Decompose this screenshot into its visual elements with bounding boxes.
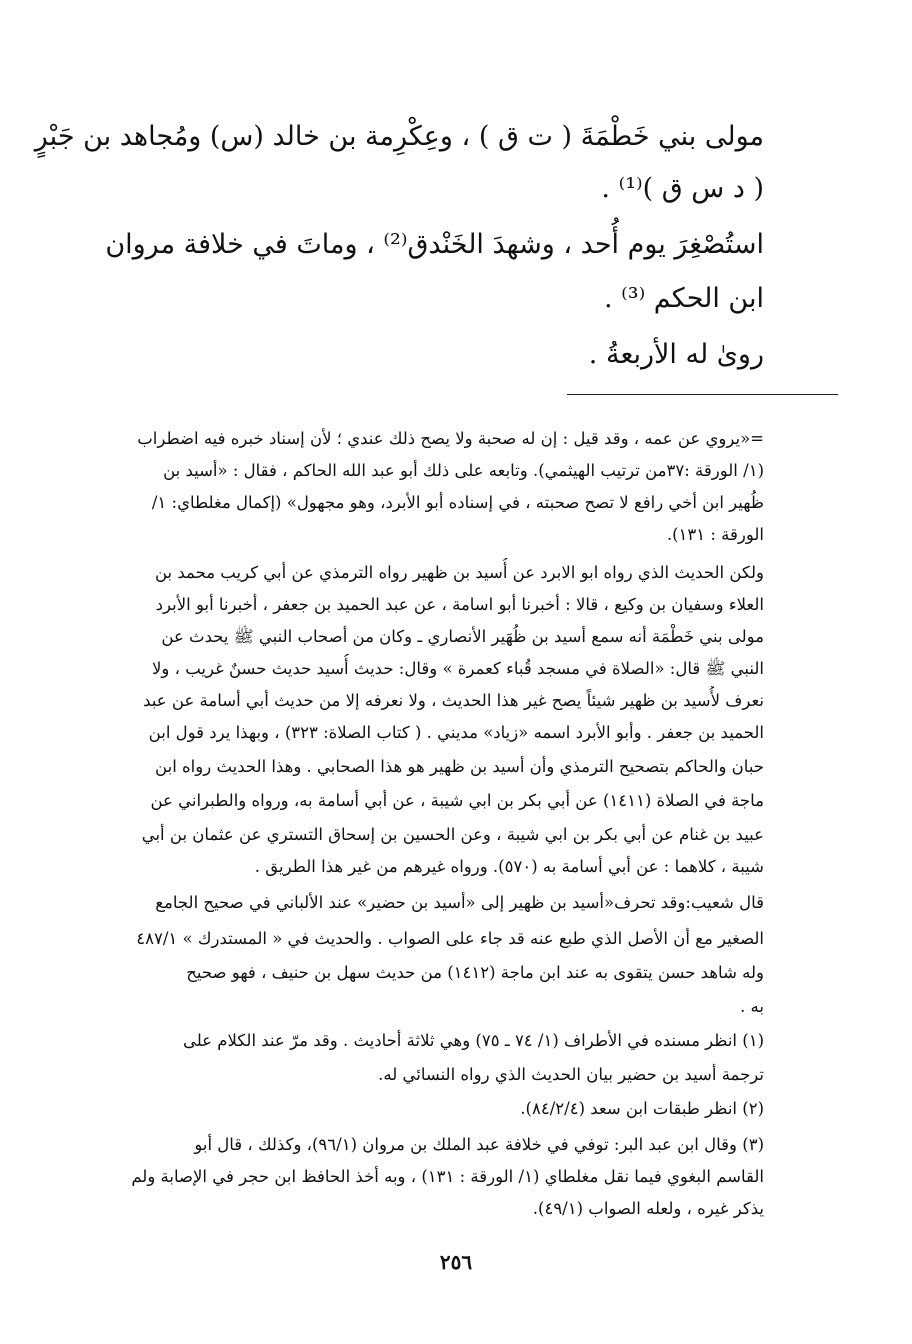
footnote-line: يذكر غيره ، ولعله الصواب (٤٩/١). bbox=[532, 1199, 764, 1218]
footnote-line: (١/ الورقة :٣٧من ترتيب الهيثمي). وتابعه على ذلك أبو عبد الله الحاكم ، فقال : «أسيد بن bbox=[163, 461, 764, 480]
main-line: ابن الحكم ⁽³⁾ . bbox=[603, 283, 764, 314]
footnote-separator bbox=[567, 394, 838, 395]
page-number: ٢٥٦ bbox=[439, 1250, 473, 1274]
footnote-line: مولى بني خَطْمَة أنه سمع أسيد بن ظُهَير الأنصاري ـ وكان من أصحاب النبي ﷺ يحدث عن bbox=[161, 627, 764, 646]
footnote-line: شيبة ، كلاهما : عن أبي أسامة به (٥٧٠). ورواه غيرهم من غير هذا الطريق . bbox=[254, 857, 764, 876]
footnote-line: النبي ﷺ قال: «الصلاة في مسجد قُباء كعمرة » وقال: حديث أُسيد حديث حسنٌ غريب ، ولا bbox=[152, 659, 764, 678]
main-line: مولى بني خَطْمَةَ ( ت ق ) ، وعِكْرِمة بن خالد (س) ومُجاهد بن جَبْرٍ bbox=[34, 121, 764, 152]
main-line: روىٰ له الأربعةُ . bbox=[588, 339, 764, 370]
footnote-line: حبان والحاكم بتصحيح الترمذي وأن أسيد بن ظهير هو هذا الصحابي . وهذا الحديث رواه ابن bbox=[155, 757, 764, 776]
footnote-line: العلاء وسفيان بن وكيع ، قالا : أخبرنا أبو اسامة ، عن عبد الحميد بن جعفر ، أخبرنا أبو الأبرد bbox=[155, 595, 764, 614]
footnote-line: وله شاهد حسن يتقوى به عند ابن ماجة (١٤١٢) من حديث سهل بن حنيف ، فهو صحيح bbox=[186, 963, 764, 982]
footnote-line: نعرف لأُسيد بن ظهير شيئاً يصح غير هذا الحديث ، ولا نعرفه إلا من حديث أبي أسامة عن عبد bbox=[143, 691, 764, 710]
footnote-line: ولكن الحديث الذي رواه ابو الابرد عن أُسيد بن ظهير رواه الترمذي عن أبي كريب محمد بن bbox=[154, 563, 764, 582]
main-line: ( د س ق )⁽¹⁾ . bbox=[601, 173, 764, 204]
footnote-line: (١) انظر مسنده في الأطراف (١/ ٧٤ ـ ٧٥) وهي ثلاثة أحاديث . وقد مرّ عند الكلام على bbox=[182, 1031, 764, 1050]
footnote-line: (٢) انظر طبقات ابن سعد (٨٤/٢/٤). bbox=[520, 1099, 764, 1118]
footnote-line: الصغير مع أن الأصل الذي طبع عنه قد جاء على الصواب . والحديث في « المستدرك » ٤٨٧/١ bbox=[136, 929, 764, 948]
footnote-line: عبيد بن غنام عن أبي بكر بن ابي شيبة ، وعن الحسين بن إسحاق التستري عن عثمان بن أبي bbox=[141, 825, 764, 844]
footnote-line: ترجمة أسيد بن حضير بيان الحديث الذي رواه النسائي له. bbox=[378, 1065, 764, 1084]
footnote-line: ظُهير ابن أخي رافع لا تصح صحبته ، في إسناده أبو الأبرد، وهو مجهول» (إكمال مغلطاي: ١/ bbox=[151, 493, 764, 512]
footnote-line: الحميد بن جعفر . وأبو الأبرد اسمه «زياد» مديني . ( كتاب الصلاة: ٣٢٣) ، وبهذا يرد قول ابن bbox=[148, 723, 764, 742]
main-line: استُصْغِرَ يوم أُحد ، وشهدَ الخَنْدق⁽²⁾ ، وماتَ في خلافة مروان bbox=[105, 229, 764, 260]
footnote-line: به . bbox=[740, 997, 764, 1016]
footnote-line: القاسم البغوي فيما نقل مغلطاي (١/ الورقة : ١٣١) ، وبه أخذ الحافظ ابن حجر في الإصابة ولم bbox=[131, 1167, 764, 1186]
footnote-line: ماجة في الصلاة (١٤١١) عن أبي بكر بن ابي شيبة ، عن أبي أسامة به، ورواه والطبراني عن bbox=[150, 791, 764, 810]
footnote-line: =«يروي عن عمه ، وقد قيل : إن له صحبة ولا يصح ذلك عندي ؛ لأن إسناد خبره فيه اضطراب bbox=[137, 429, 764, 448]
footnote-line: (٣) وقال ابن عبد البر: توفي في خلافة عبد الملك بن مروان (٩٦/١)، وكذلك ، قال أبو bbox=[194, 1135, 764, 1154]
footnote-line: الورقة : ١٣١). bbox=[666, 525, 764, 544]
footnote-line: قال شعيب:وقد تحرف«أسيد بن ظهير إلى «أسيد بن حضير» عند الألباني في صحيح الجامع bbox=[155, 893, 764, 912]
